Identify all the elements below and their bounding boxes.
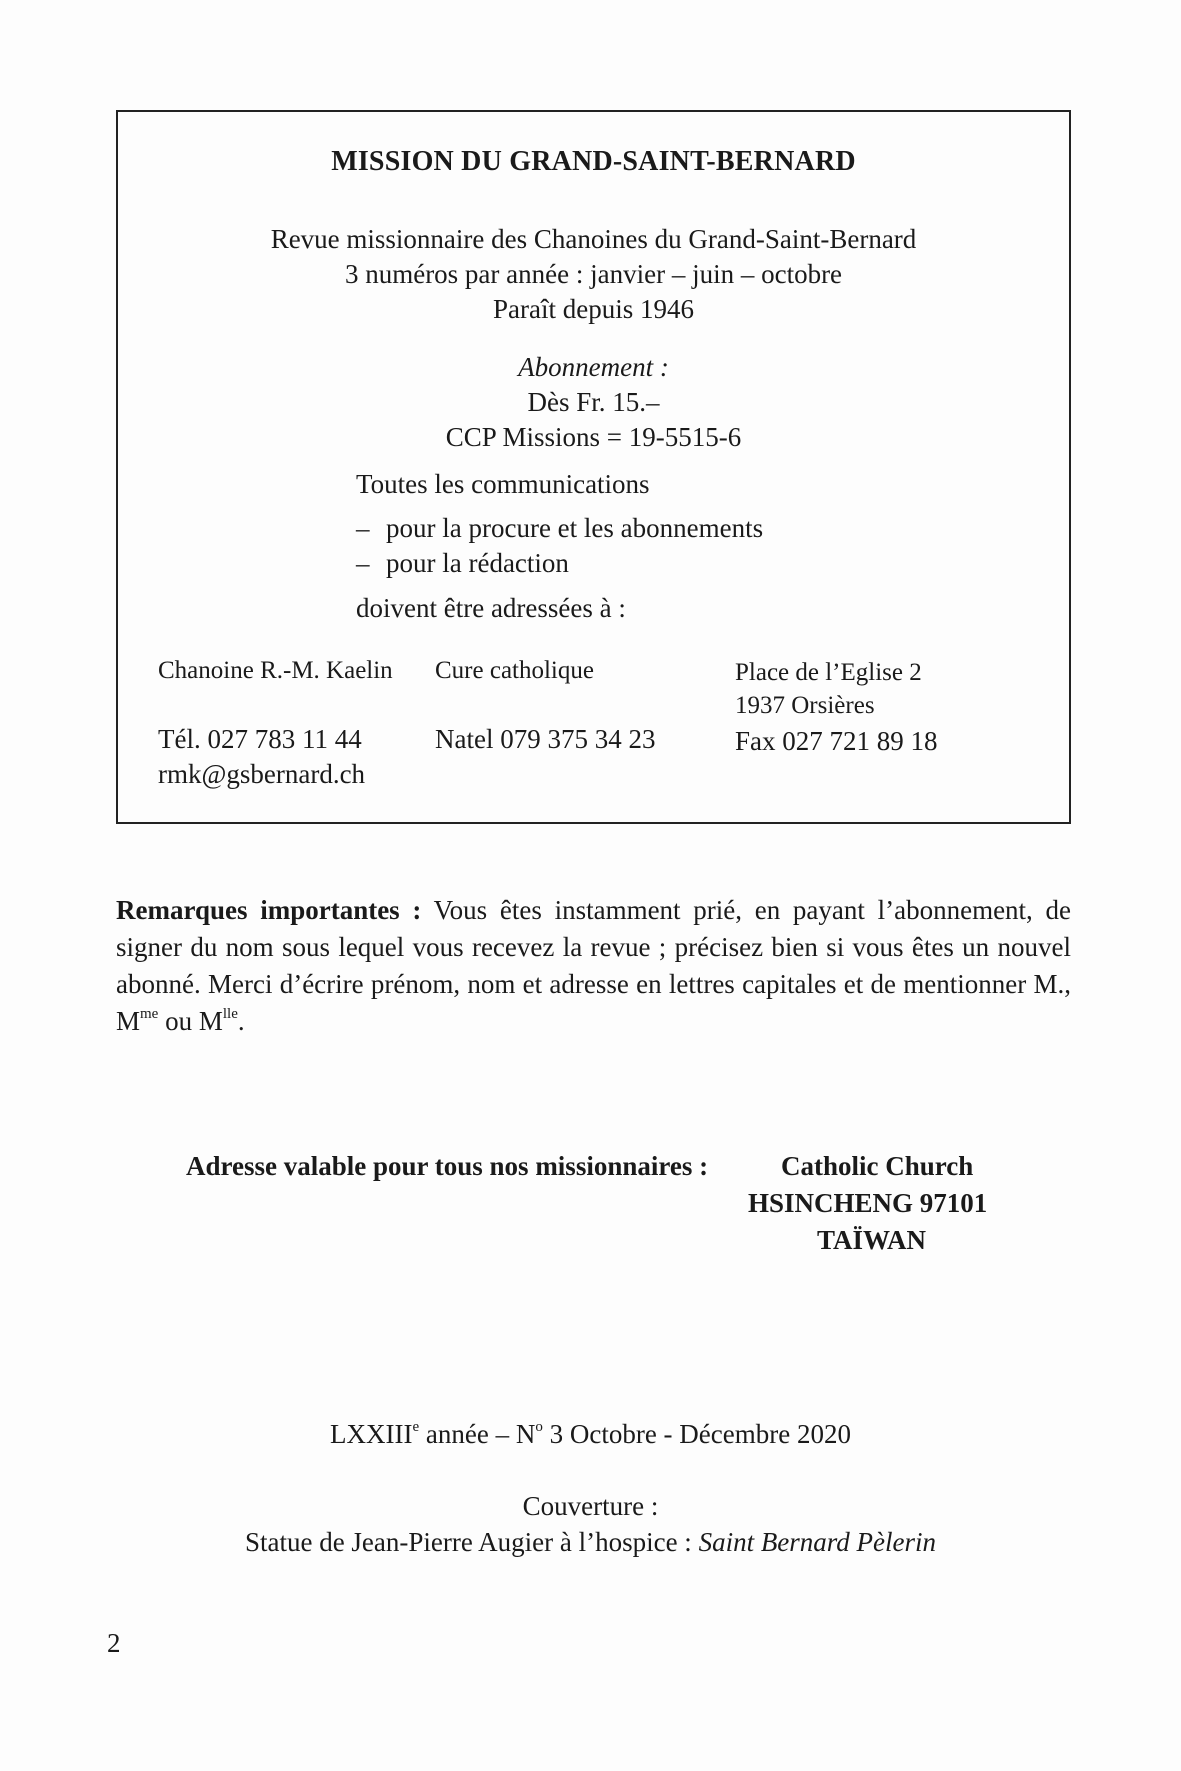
- couverture-text: Statue de Jean-Pierre Augier à l’hospice :: [244, 1527, 699, 1557]
- adresse-label: Adresse valable pour tous nos missionnaires :: [186, 1151, 709, 1181]
- issue-annee: année – N: [419, 1419, 536, 1449]
- abonnement-price: Dès Fr. 15.–: [527, 387, 660, 417]
- revue-line-3: Paraît depuis 1946: [493, 294, 694, 324]
- comms-item-procure-text: pour la procure et les abonnements: [386, 513, 764, 543]
- contact-name: Chanoine R.-M. Kaelin: [158, 657, 393, 684]
- comms-outro: doivent être adressées à :: [356, 593, 626, 623]
- sup-mme: me: [140, 1006, 159, 1022]
- contact-tel: Tél. 027 783 11 44: [158, 724, 362, 754]
- box-title: MISSION DU GRAND-SAINT-BERNARD: [331, 146, 856, 177]
- issue-line: [0, 1419, 1181, 1450]
- page-number: 2: [107, 1628, 121, 1658]
- contact-email: rmk@gsbernard.ch: [158, 759, 366, 789]
- contact-street: Place de l’Eglise 2: [735, 659, 922, 686]
- remarques-text-3: .: [237, 1006, 245, 1036]
- revue-description: [118, 222, 1069, 327]
- couverture-label: Couverture :: [522, 1491, 659, 1521]
- adresse-line-2: HSINCHENG 97101: [748, 1188, 988, 1218]
- comms-item-procure: [356, 513, 763, 544]
- abonnement-block: [118, 350, 1069, 455]
- couverture-line: [0, 1527, 1181, 1558]
- sup-mlle: lle: [222, 1006, 238, 1022]
- issue-sup-e: e: [412, 1419, 420, 1435]
- adresse-line-1: Catholic Church: [781, 1151, 974, 1181]
- couverture-title: Saint Bernard Pèlerin: [698, 1527, 937, 1557]
- adresse-line-3: TAÏWAN: [817, 1225, 927, 1255]
- comms-item-redaction-text: pour la rédaction: [386, 548, 569, 578]
- revue-line-2: 3 numéros par année : janvier – juin – octobre: [344, 259, 843, 289]
- abonnement-label: Abonnement :: [518, 352, 669, 382]
- contact-cure: Cure catholique: [435, 657, 594, 684]
- contact-fax: Fax 027 721 89 18: [735, 726, 938, 756]
- revue-line-1: Revue missionnaire des Chanoines du Grand-Saint-Bernard: [270, 224, 917, 254]
- comms-item-redaction: [356, 548, 569, 579]
- remarques-paragraph: [116, 892, 1071, 1040]
- info-box: [116, 110, 1071, 824]
- dash-bullet: –: [356, 548, 370, 578]
- contact-natel: Natel 079 375 34 23: [435, 724, 656, 754]
- remarques-text-1: Vous êtes instamment prié, en payant l’abonnement, de signer du nom sous lequel vous recevez la revue ; précisez bien si vous êtes un nouvel abonné. Merci d’écrire prénom, nom et adresse en lettres capitales et de mentionner M., M: [116, 895, 1072, 1036]
- dash-bullet: –: [356, 513, 370, 543]
- issue-roman: LXXIII: [330, 1419, 413, 1449]
- contact-city: 1937 Orsières: [735, 692, 875, 719]
- remarques-label: Remarques importantes :: [116, 895, 422, 925]
- issue-sup-o: o: [535, 1419, 543, 1435]
- abonnement-ccp: CCP Missions = 19-5515-6: [445, 422, 742, 452]
- comms-intro: Toutes les communications: [356, 469, 650, 499]
- remarques-text-2: ou M: [158, 1006, 223, 1036]
- issue-date: 3 Octobre - Décembre 2020: [542, 1419, 851, 1449]
